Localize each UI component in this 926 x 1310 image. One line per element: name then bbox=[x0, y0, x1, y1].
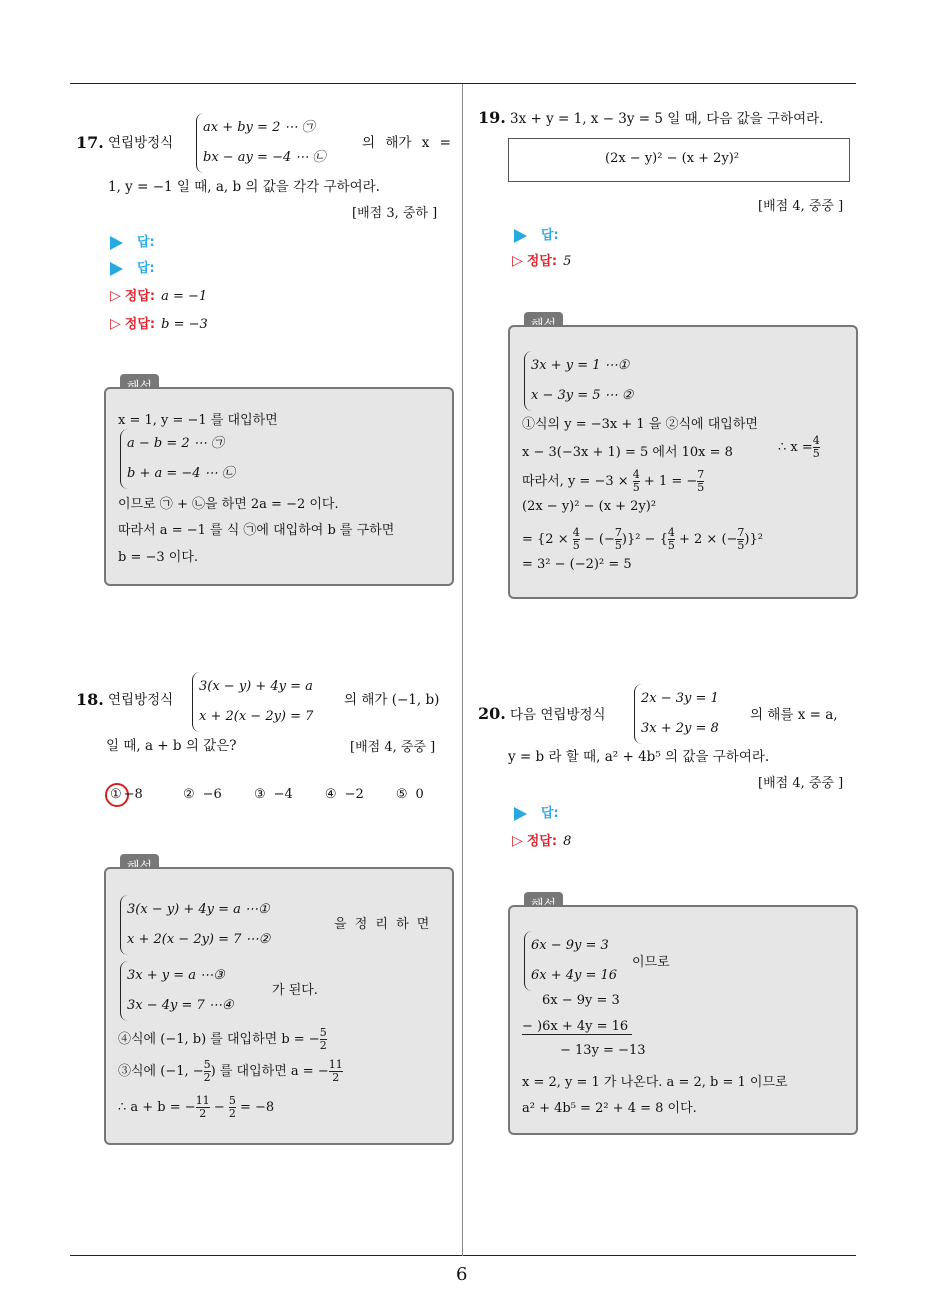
q17-lead: 연립방정식 bbox=[108, 135, 174, 151]
sol-eq: 3(x − y) + 4y = a ⋯① bbox=[127, 902, 270, 917]
q20-tail: 의 해를 x = a, bbox=[750, 707, 838, 723]
q19-number: 19. bbox=[478, 108, 506, 127]
q18-eq1: 3(x − y) + 4y = a bbox=[199, 679, 313, 694]
sol-eq: 3x + y = a ⋯③ bbox=[127, 968, 225, 983]
choice-3-marker[interactable]: ③ bbox=[253, 787, 266, 802]
q17-eq1: ax + by = 2 ⋯ ㉠ bbox=[203, 120, 315, 135]
q20-lead: 다음 연립방정식 bbox=[510, 707, 606, 723]
sol-text: ③식에 (−1, − bbox=[118, 1064, 204, 1079]
play-icon bbox=[514, 807, 527, 821]
correct-label: 정답: bbox=[526, 834, 558, 849]
sol-system bbox=[120, 429, 235, 489]
frac-den: 2 bbox=[203, 1071, 211, 1084]
fraction bbox=[633, 469, 640, 494]
sol-line: 6x − 9y = 3 bbox=[542, 993, 620, 1008]
q19-correct-row bbox=[512, 250, 571, 269]
sol-line: = 3² − (−2)² = 5 bbox=[522, 557, 632, 572]
sol-line bbox=[522, 469, 704, 494]
fraction bbox=[573, 527, 580, 552]
sol-line bbox=[118, 1059, 343, 1084]
answer-label: 답: bbox=[541, 806, 559, 821]
q19-expression-box bbox=[508, 138, 850, 182]
fraction bbox=[813, 435, 820, 460]
sol-text: = −8 bbox=[240, 1100, 275, 1115]
choice-4-marker[interactable]: ④ bbox=[324, 787, 337, 802]
top-rule bbox=[70, 83, 856, 84]
fraction bbox=[320, 1027, 327, 1052]
sol-eq: 6x + 4y = 16 bbox=[531, 968, 618, 983]
sol-text: + 2 × (− bbox=[679, 532, 738, 547]
q18-score: [배점 4, 중중 ] bbox=[350, 740, 436, 755]
page-number: 6 bbox=[456, 1264, 468, 1285]
q17-correct-value-2: b = −3 bbox=[161, 317, 208, 332]
sol-line: 가 된다. bbox=[272, 983, 318, 998]
sol-line: − 13y = −13 bbox=[560, 1043, 646, 1058]
q20-correct-value: 8 bbox=[563, 834, 572, 849]
frac-num: 7 bbox=[737, 526, 745, 539]
frac-den: 2 bbox=[228, 1107, 236, 1120]
frac-num: 5 bbox=[228, 1094, 236, 1107]
sol-text: 따라서, y = −3 × bbox=[522, 474, 629, 489]
q20-correct-row bbox=[512, 830, 571, 849]
sol-eq: x + 2(x − 2y) = 7 ⋯② bbox=[127, 932, 271, 947]
frac-den: 5 bbox=[667, 539, 675, 552]
sol-system bbox=[120, 895, 270, 955]
sol-text: ④식에 (−1, b) 를 대입하면 b = − bbox=[118, 1032, 320, 1047]
frac-num: 4 bbox=[632, 468, 640, 481]
sol-line: x − 3(−3x + 1) = 5 에서 10x = 8 bbox=[522, 445, 733, 460]
sol-text: )}² − { bbox=[621, 532, 668, 547]
q19-solution-box bbox=[508, 325, 858, 599]
q18-system bbox=[192, 672, 313, 732]
frac-num: 11 bbox=[195, 1094, 210, 1107]
frac-num: 4 bbox=[667, 526, 675, 539]
frac-num: 7 bbox=[614, 526, 622, 539]
sol-line bbox=[522, 527, 763, 552]
choice-1-marker[interactable]: ① bbox=[110, 787, 122, 802]
q19-line1: 3x + y = 1, x − 3y = 5 일 때, 다음 값을 구하여라. bbox=[510, 111, 824, 127]
q19-answer-row bbox=[514, 224, 559, 243]
sol-line: 이므로 ㉠ + ㉡을 하면 2a = −2 이다. bbox=[118, 497, 339, 512]
q17-score: [배점 3, 중하 ] bbox=[352, 206, 438, 221]
choice-2-value[interactable]: −6 bbox=[202, 787, 222, 802]
q20-eq2: 3x + 2y = 8 bbox=[641, 721, 719, 736]
sol-line: b = −3 이다. bbox=[118, 550, 199, 565]
frac-num: 11 bbox=[328, 1058, 343, 1071]
fraction bbox=[204, 1059, 211, 1084]
sol-eq: a − b = 2 ⋯ ㉠ bbox=[127, 436, 224, 451]
sol-system bbox=[524, 351, 633, 411]
sol-text: = {2 × bbox=[522, 532, 569, 547]
sol-system bbox=[524, 931, 617, 991]
q17-line2: 1, y = −1 일 때, a, b 의 값을 각각 구하여라. bbox=[108, 179, 380, 195]
sol-text: ) 를 대입하면 a = − bbox=[210, 1064, 329, 1079]
sol-text: − (− bbox=[583, 532, 615, 547]
column-divider bbox=[462, 84, 463, 1256]
q18-lead: 연립방정식 bbox=[108, 692, 174, 708]
frac-den: 5 bbox=[737, 539, 745, 552]
sol-text: ∴ x = bbox=[778, 440, 813, 455]
sol-eq: 6x − 9y = 3 bbox=[531, 938, 609, 953]
q20-line2: y = b 라 할 때, a² + 4b⁵ 의 값을 구하여라. bbox=[508, 749, 770, 765]
fraction bbox=[668, 527, 675, 552]
answer-label: 답: bbox=[541, 228, 559, 243]
frac-num: 5 bbox=[319, 1026, 327, 1039]
fraction bbox=[229, 1095, 236, 1120]
outline-triangle-icon: ▷ bbox=[110, 288, 121, 304]
fraction bbox=[615, 527, 622, 552]
correct-label: 정답: bbox=[124, 317, 156, 332]
q17-answer-row-1 bbox=[110, 231, 155, 250]
frac-num: 4 bbox=[572, 526, 580, 539]
q20-solution-box bbox=[508, 905, 858, 1135]
q18-tail: 의 해가 (−1, b) bbox=[344, 692, 440, 708]
frac-den: 2 bbox=[332, 1071, 340, 1084]
choice-5-value[interactable]: 0 bbox=[415, 787, 424, 802]
frac-num: 4 bbox=[812, 434, 820, 447]
sol-line: x = 1, y = −1 를 대입하면 bbox=[118, 413, 278, 428]
q17-correct-value-1: a = −1 bbox=[161, 289, 208, 304]
q20-number: 20. bbox=[478, 704, 506, 723]
sol-line: a² + 4b⁵ = 2² + 4 = 8 이다. bbox=[522, 1101, 697, 1116]
q20-system bbox=[634, 684, 719, 744]
q18-solution-box bbox=[104, 867, 454, 1145]
sol-eq: 3x − 4y = 7 ⋯④ bbox=[127, 998, 234, 1013]
choice-3-value[interactable]: −4 bbox=[273, 787, 293, 802]
q18-eq2: x + 2(x − 2y) = 7 bbox=[199, 709, 314, 724]
q17-number: 17. bbox=[76, 133, 104, 152]
fraction bbox=[697, 469, 704, 494]
answer-label: 답: bbox=[137, 235, 155, 250]
choice-1-value[interactable]: −8 bbox=[123, 787, 143, 802]
sol-line bbox=[118, 1095, 274, 1120]
frac-den: 5 bbox=[572, 539, 580, 552]
fraction bbox=[329, 1059, 343, 1084]
play-icon bbox=[110, 262, 123, 276]
q20-score: [배점 4, 중중 ] bbox=[758, 776, 844, 791]
outline-triangle-icon: ▷ bbox=[512, 833, 523, 849]
sol-line: x = 2, y = 1 가 나온다. a = 2, b = 1 이므로 bbox=[522, 1075, 788, 1090]
frac-den: 5 bbox=[697, 481, 705, 494]
bottom-rule bbox=[70, 1255, 856, 1256]
q17-correct-row-2 bbox=[110, 313, 208, 332]
correct-label: 정답: bbox=[526, 254, 558, 269]
q17-correct-row-1 bbox=[110, 285, 207, 304]
sol-line: ①식의 y = −3x + 1 을 ②식에 대입하면 bbox=[522, 417, 758, 432]
q20-eq1: 2x − 3y = 1 bbox=[641, 691, 719, 706]
q19-expression: (2x − y)² − (x + 2y)² bbox=[605, 151, 740, 166]
sol-line: (2x − y)² − (x + 2y)² bbox=[522, 499, 657, 514]
q18-choices bbox=[110, 787, 424, 802]
frac-den: 2 bbox=[319, 1039, 327, 1052]
q19-score: [배점 4, 중중 ] bbox=[758, 199, 844, 214]
choice-2-marker[interactable]: ② bbox=[182, 787, 195, 802]
sol-text: ∴ a + b = − bbox=[118, 1100, 196, 1115]
sol-eq: 3x + y = 1 ⋯① bbox=[531, 358, 630, 373]
play-icon bbox=[110, 236, 123, 250]
sol-line: 따라서 a = −1 를 식 ㉠에 대입하여 b 를 구하면 bbox=[118, 523, 395, 538]
outline-triangle-icon: ▷ bbox=[110, 316, 121, 332]
choice-4-value[interactable]: −2 bbox=[344, 787, 364, 802]
sol-line: 이므로 bbox=[632, 955, 670, 970]
play-icon bbox=[514, 229, 527, 243]
frac-den: 2 bbox=[199, 1107, 207, 1120]
fraction bbox=[196, 1095, 210, 1120]
q17-solution-box bbox=[104, 387, 454, 586]
q18-number: 18. bbox=[76, 690, 104, 709]
q17-system bbox=[196, 113, 326, 173]
sol-line bbox=[778, 435, 820, 460]
sol-system bbox=[120, 961, 234, 1021]
outline-triangle-icon: ▷ bbox=[512, 253, 523, 269]
q19-correct-value: 5 bbox=[563, 254, 572, 269]
sol-text: )}² bbox=[744, 532, 763, 547]
sol-text: − bbox=[213, 1100, 225, 1115]
q17-tail: 의 해가 x = bbox=[362, 135, 451, 151]
frac-den: 5 bbox=[614, 539, 622, 552]
sol-eq: x − 3y = 5 ⋯ ② bbox=[531, 388, 634, 403]
q17-eq2: bx − ay = −4 ⋯ ㉡ bbox=[203, 150, 326, 165]
q18-line2: 일 때, a + b 의 값은? bbox=[106, 738, 237, 754]
sol-eq: b + a = −4 ⋯ ㉡ bbox=[127, 466, 235, 481]
sol-line: 을 정 리 하 면 bbox=[334, 917, 430, 932]
frac-den: 5 bbox=[812, 447, 820, 460]
sol-text: + 1 = − bbox=[643, 474, 698, 489]
frac-num: 5 bbox=[203, 1058, 211, 1071]
sol-line bbox=[118, 1027, 327, 1052]
sol-line: − )6x + 4y = 16 bbox=[522, 1019, 632, 1035]
correct-label: 정답: bbox=[124, 289, 156, 304]
answer-label: 답: bbox=[137, 261, 155, 276]
choice-5-marker[interactable]: ⑤ bbox=[395, 787, 408, 802]
frac-den: 5 bbox=[632, 481, 640, 494]
q20-answer-row bbox=[514, 802, 559, 821]
frac-num: 7 bbox=[697, 468, 705, 481]
q17-answer-row-2 bbox=[110, 257, 155, 276]
